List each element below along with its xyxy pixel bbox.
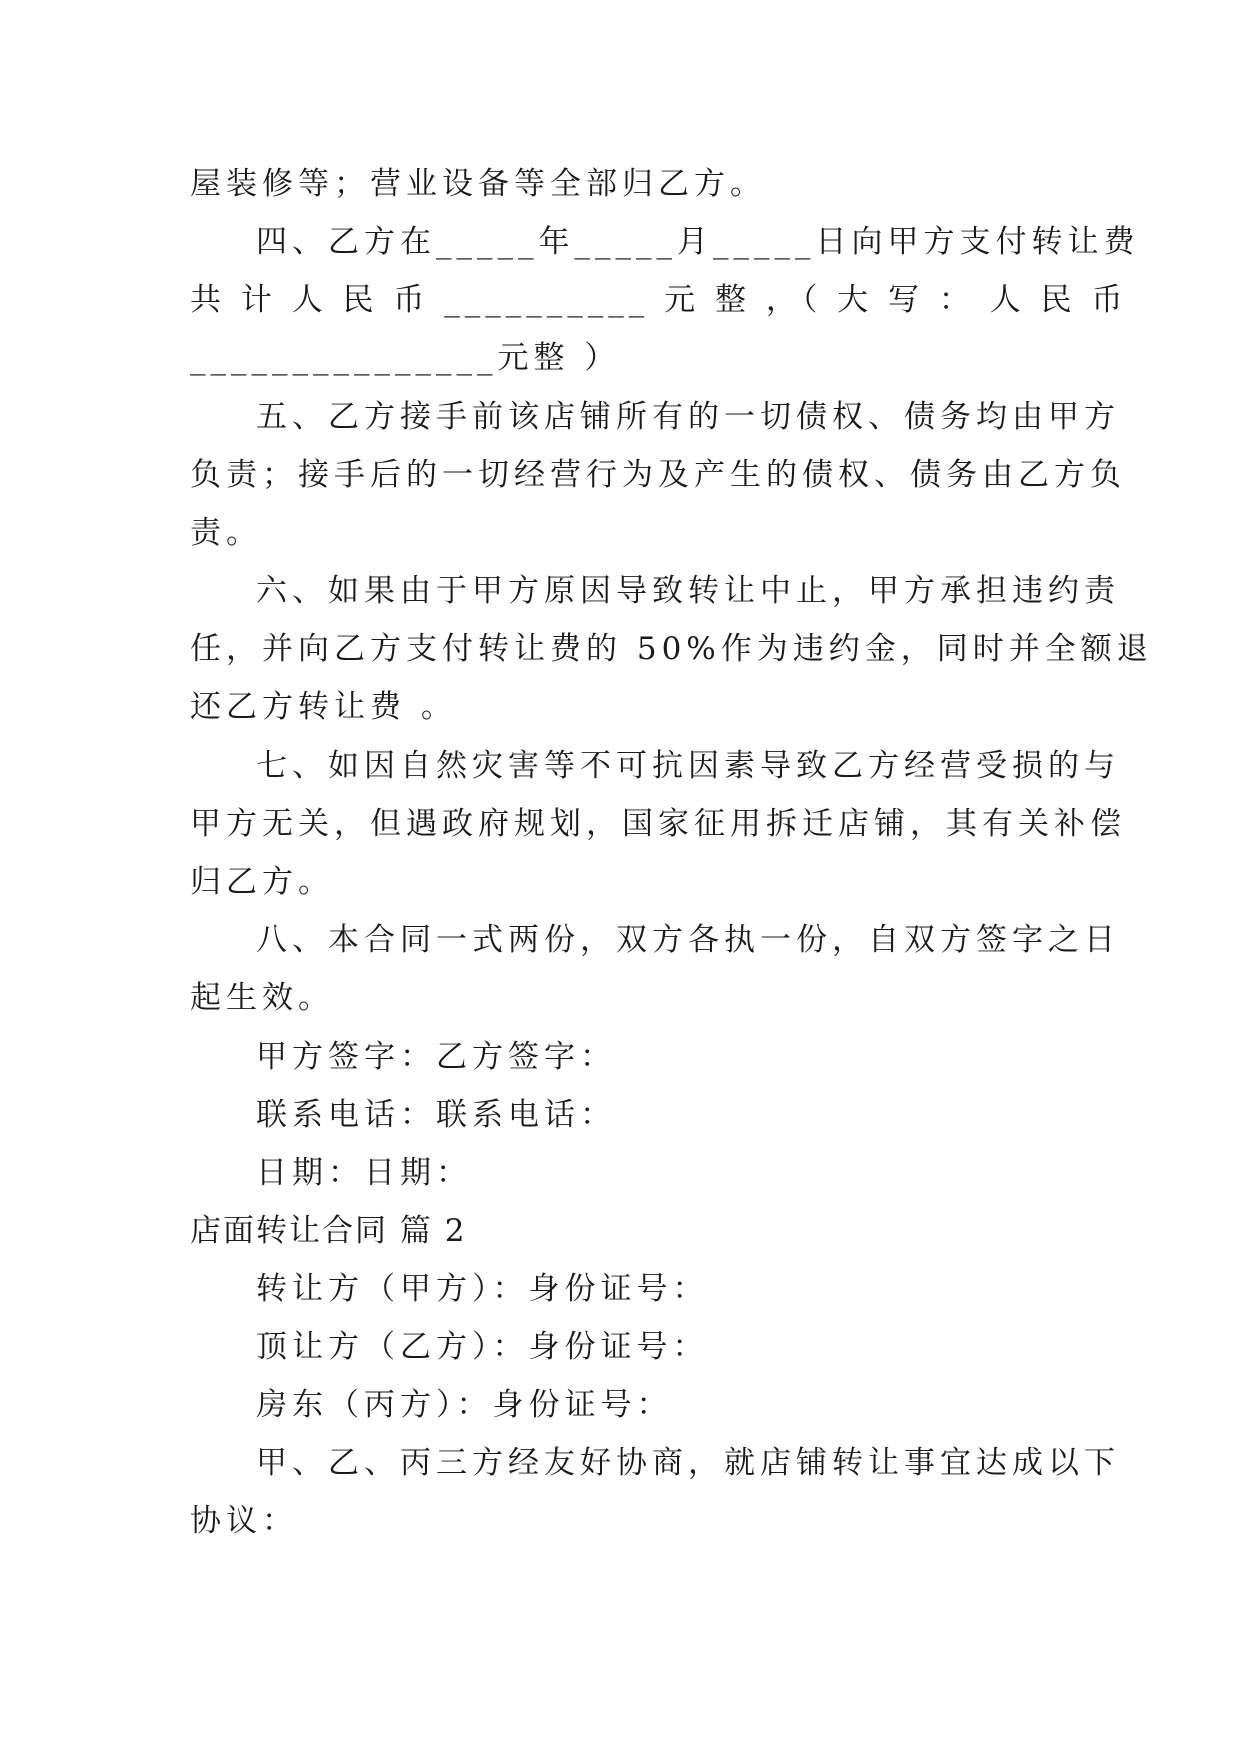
text-line: 七、如因自然灾害等不可抗因素导致乙方经营受损的与 [256,748,1120,784]
text-line: 还乙方转让费 。 [190,689,457,725]
phone-line: 联系电话：联系电话： [256,1097,616,1133]
party-line: 顶让方（乙方）：身份证号： [256,1329,709,1365]
party-line: 房东（丙方）：身份证号： [256,1387,673,1423]
text-line: _______________元整 ） [190,340,621,376]
text-line: 共 计 人 民 币 __________ 元 整 ，（ 大 写 ： 人 民 币 [190,282,1128,318]
date-line: 日期：日期： [256,1155,472,1191]
text-line: 负责；接手后的一切经营行为及产生的债权、债务由乙方负 [190,457,1126,493]
text-line: 六、如果由于甲方原因导致转让中止，甲方承担违约责 [256,573,1120,609]
section-heading: 店面转让合同 篇 2 [190,1213,467,1249]
text-line: 归乙方。 [190,864,334,900]
text-line: 屋装修等；营业设备等全部归乙方。 [190,166,766,202]
text-line: 五、乙方接手前该店铺所有的一切债权、债务均由甲方 [256,399,1120,435]
text-line: 甲方无关，但遇政府规划，国家征用拆迁店铺，其有关补偿 [190,806,1126,842]
text-line: 任，并向乙方支付转让费的 50%作为违约金，同时并全额退 [190,631,1153,667]
text-line: 起生效。 [190,980,334,1016]
text-line: 协议： [190,1503,298,1539]
text-line: 责。 [190,515,262,551]
signature-line: 甲方签字：乙方签字： [256,1039,616,1075]
text-line: 八、本合同一式两份，双方各执一份，自双方签字之日 [256,922,1120,958]
text-line: 甲、乙、丙三方经友好协商，就店铺转让事宜达成以下 [256,1445,1120,1481]
text-line: 四、乙方在_____年_____月_____日向甲方支付转让费 [256,224,1140,260]
party-line: 转让方（甲方）：身份证号： [256,1271,709,1307]
